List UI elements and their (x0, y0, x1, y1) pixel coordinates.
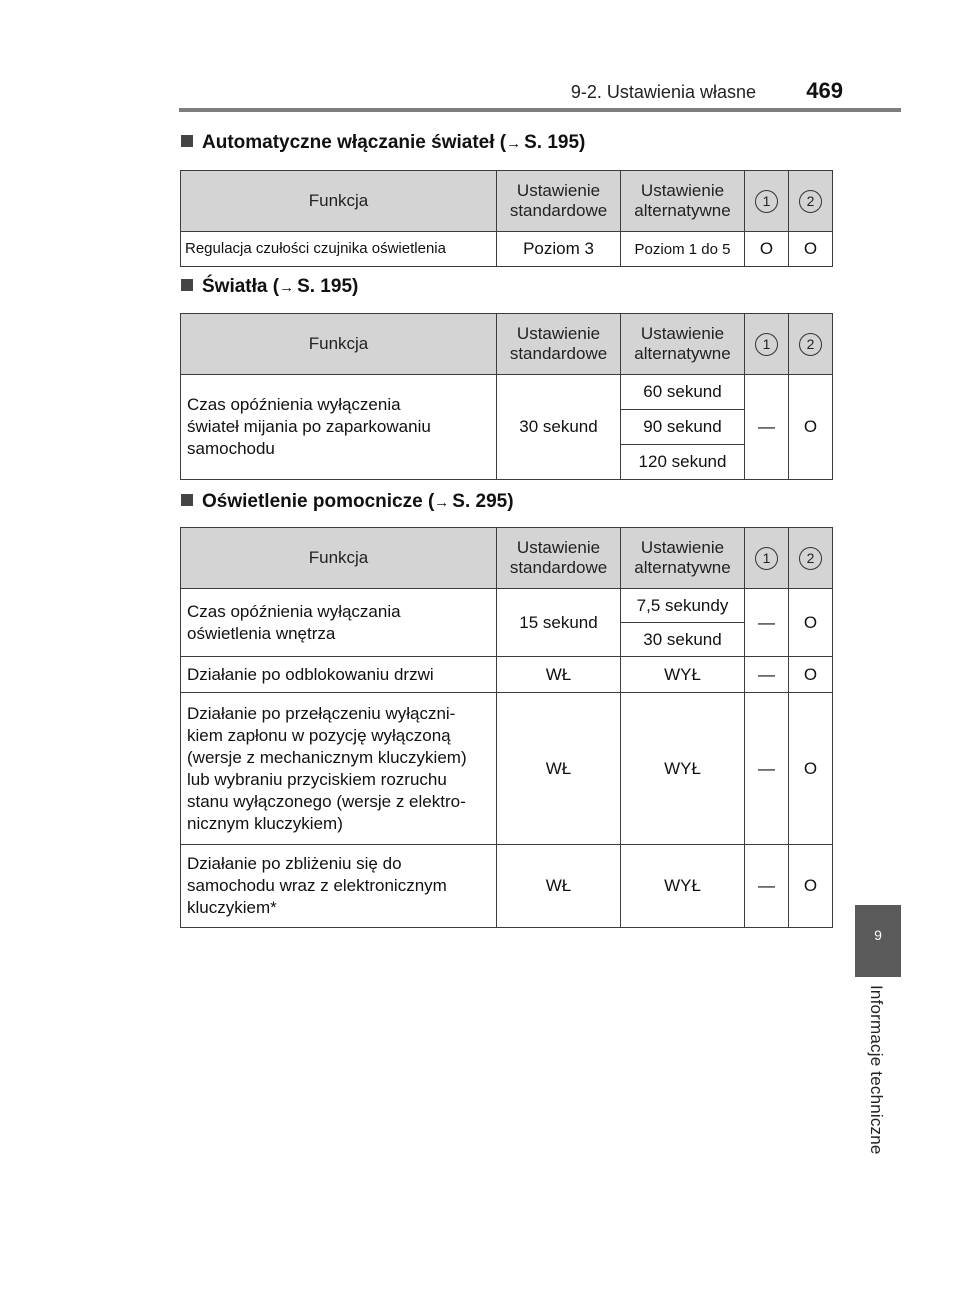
function-cell: Działanie po zbliżeniu się do samochodu wraz z elektronicznym kluczykiem* (181, 845, 497, 928)
col1-cell: O (745, 232, 789, 267)
alternative-cell: 120 sekund (621, 445, 745, 480)
col-header-1 (745, 528, 789, 589)
default-cell: WŁ (497, 657, 621, 693)
col-header-function: Funkcja (181, 314, 497, 375)
alternative-cell: 7,5 sekundy (621, 589, 745, 623)
alternative-cell: 90 sekund (621, 410, 745, 445)
square-bullet-icon (181, 279, 193, 291)
arrow-icon: → (506, 135, 522, 152)
default-cell: 30 sekund (497, 375, 621, 480)
section-title: 9-2. Ustawienia własne (570, 82, 756, 102)
default-cell: Poziom 3 (497, 232, 621, 267)
col-header-1 (745, 171, 789, 232)
alternative-cell: WYŁ (621, 845, 745, 928)
col-header-2 (789, 314, 833, 375)
table-header-row (181, 171, 833, 232)
arrow-icon: → (434, 494, 450, 511)
alternative-cell: 60 sekund (621, 375, 745, 410)
table-row (181, 693, 833, 845)
alternative-cell: Poziom 1 do 5 (621, 232, 745, 267)
square-bullet-icon (181, 135, 193, 147)
col-header-alternative: Ustawienie alternatywne (621, 171, 745, 232)
col1-cell: — (745, 375, 789, 480)
alternative-cell: 30 sekund (621, 623, 745, 657)
circled-1-icon: 1 (755, 190, 778, 213)
col1-cell: — (745, 693, 789, 845)
section-heading-lights: Światła (→ S. 195) (181, 276, 358, 298)
page-number: 469 (806, 78, 843, 103)
col2-cell: O (789, 845, 833, 928)
col2-cell: O (789, 589, 833, 657)
alternative-cell: WYŁ (621, 693, 745, 845)
table-courtesy-lights (180, 527, 833, 928)
table-header-row (181, 314, 833, 375)
col1-cell: — (745, 845, 789, 928)
table-row (181, 657, 833, 693)
col2-cell: O (789, 693, 833, 845)
section-heading-courtesy-lights: Oświetlenie pomocnicze (→ S. 295) (181, 491, 514, 513)
default-cell: WŁ (497, 845, 621, 928)
col-header-default: Ustawienie standardowe (497, 314, 621, 375)
col-header-1 (745, 314, 789, 375)
default-cell: WŁ (497, 693, 621, 845)
function-cell: Działanie po odblokowaniu drzwi (181, 657, 497, 693)
alternative-cell: WYŁ (621, 657, 745, 693)
section-heading-auto-lights: Automatyczne włączanie świateł (→ S. 195) (181, 132, 585, 154)
table-lights (180, 313, 833, 480)
function-cell: Działanie po przełączeniu wyłączni- kiem zapłonu w pozycję wyłączoną (wersje z mechanicznym kluczykiem) lub wybraniu przyciskiem rozruchu stanu wyłączonego (wersje z elektro- nicznym kluczykiem) (181, 693, 497, 845)
table-row (181, 589, 833, 623)
col-header-alternative: Ustawienie alternatywne (621, 314, 745, 375)
circled-2-icon: 2 (799, 333, 822, 356)
circled-2-icon: 2 (799, 547, 822, 570)
function-cell: Czas opóźnienia wyłączenia świateł mijania po zaparkowaniu samochodu (181, 375, 497, 480)
circled-1-icon: 1 (755, 333, 778, 356)
chapter-number: 9 (874, 927, 882, 943)
col1-cell: — (745, 657, 789, 693)
default-cell: 15 sekund (497, 589, 621, 657)
arrow-icon: → (279, 279, 295, 296)
col-header-2 (789, 171, 833, 232)
circled-2-icon: 2 (799, 190, 822, 213)
col2-cell: O (789, 657, 833, 693)
chapter-tab (855, 905, 901, 977)
function-cell: Czas opóźnienia wyłączania oświetlenia wnętrza (181, 589, 497, 657)
page-header (179, 80, 901, 108)
table-row (181, 232, 833, 267)
col-header-2 (789, 528, 833, 589)
table-header-row (181, 528, 833, 589)
table-row (181, 375, 833, 410)
chapter-label-box (866, 985, 892, 1185)
col-header-alternative: Ustawienie alternatywne (621, 528, 745, 589)
function-cell: Regulacja czułości czujnika oświetlenia (181, 232, 497, 267)
col-header-function: Funkcja (181, 171, 497, 232)
col2-cell: O (789, 232, 833, 267)
table-row (181, 845, 833, 928)
circled-1-icon: 1 (755, 547, 778, 570)
table-auto-lights (180, 170, 833, 267)
col2-cell: O (789, 375, 833, 480)
col-header-default: Ustawienie standardowe (497, 528, 621, 589)
header-rule (179, 108, 901, 112)
square-bullet-icon (181, 494, 193, 506)
chapter-label: Informacje techniczne (867, 985, 886, 1155)
col1-cell: — (745, 589, 789, 657)
col-header-function: Funkcja (181, 528, 497, 589)
col-header-default: Ustawienie standardowe (497, 171, 621, 232)
